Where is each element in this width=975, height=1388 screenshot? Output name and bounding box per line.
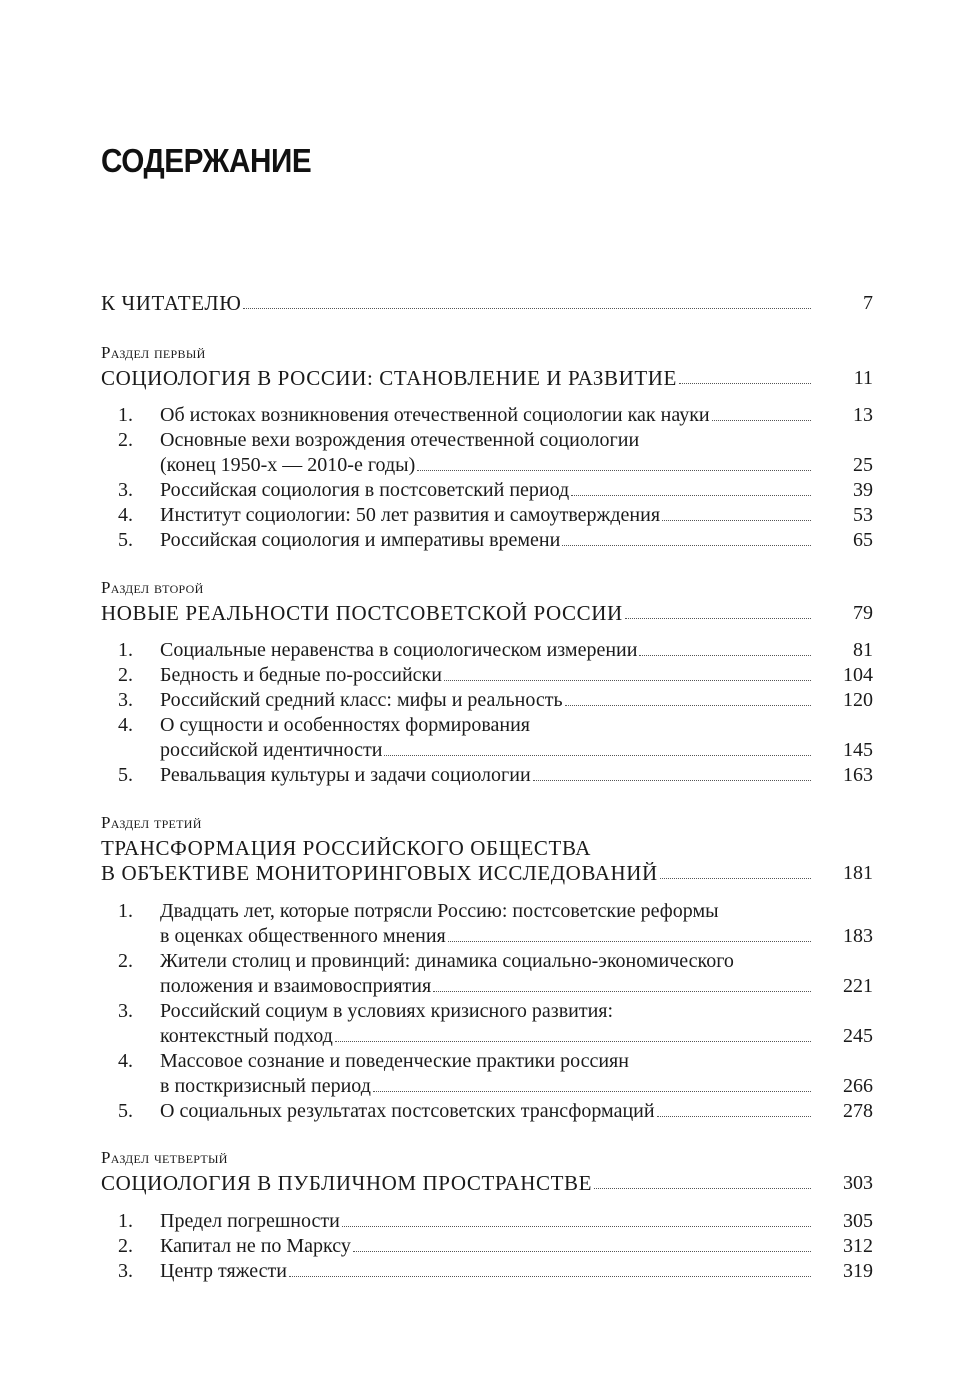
toc-entry[interactable]: 2. Жители столиц и провинций: динамика социально-экономического: [118, 950, 734, 972]
page-number: 25: [813, 453, 873, 478]
leader-dots: [243, 291, 871, 316]
section-heading[interactable]: СОЦИОЛОГИЯ В ПУБЛИЧНОМ ПРОСТРАНСТВЕ 303: [101, 1171, 873, 1195]
page-number: 81: [813, 638, 873, 663]
page-number: 319: [813, 1259, 873, 1284]
toc-entry[interactable]: 1. Об истоках возникновения отечественной социологии как науки 13: [118, 404, 873, 426]
page-number: 53: [813, 503, 873, 528]
page-number: 266: [813, 1074, 873, 1099]
page-number: 11: [813, 366, 873, 391]
section-heading[interactable]: НОВЫЕ РЕАЛЬНОСТИ ПОСТСОВЕТСКОЙ РОССИИ 79: [101, 601, 873, 625]
toc-entry[interactable]: 4. Массовое сознание и поведенческие практики россиян: [118, 1050, 629, 1072]
page-number: 221: [813, 974, 873, 999]
toc-entry-text: К ЧИТАТЕЛЮ: [101, 291, 242, 315]
page-number: 305: [813, 1209, 873, 1234]
toc-entry[interactable]: 3. Российский социум в условиях кризисного развития:: [118, 1000, 614, 1022]
leader-dots: [342, 1209, 871, 1234]
leader-dots: [335, 1024, 871, 1049]
section-heading[interactable]: В ОБЪЕКТИВЕ МОНИТОРИНГОВЫХ ИССЛЕДОВАНИЙ 181: [101, 861, 873, 885]
page-number: 104: [813, 663, 873, 688]
toc-entry[interactable]: 5. Российская социология и императивы времени 65: [118, 529, 873, 551]
toc-entry-continuation[interactable]: российской идентичности 145: [160, 739, 873, 761]
leader-dots: [289, 1259, 871, 1284]
toc-entry-continuation[interactable]: в посткризисный период 266: [160, 1075, 873, 1097]
toc-entry[interactable]: 5. О социальных результатах постсоветских трансформаций 278: [118, 1100, 873, 1122]
toc-entry-continuation[interactable]: (конец 1950-х — 2010-е годы) 25: [160, 454, 873, 476]
page-number: 120: [813, 688, 873, 713]
page-number: 145: [813, 738, 873, 763]
page-number: 278: [813, 1099, 873, 1124]
page-number: 312: [813, 1234, 873, 1259]
page-number: 65: [813, 528, 873, 553]
toc-entry[interactable]: 3. Российская социология в постсоветский период 39: [118, 479, 873, 501]
page-number: 79: [813, 601, 873, 626]
leader-dots: [444, 663, 871, 688]
section-label: Раздел первый: [101, 343, 206, 362]
toc-entry[interactable]: 2. Капитал не по Марксу 312: [118, 1235, 873, 1257]
page-number: 7: [813, 291, 873, 316]
leader-dots: [433, 974, 871, 999]
toc-entry[interactable]: 5. Ревальвация культуры и задачи социологии 163: [118, 764, 873, 786]
toc-entry-continuation[interactable]: положения и взаимовосприятия 221: [160, 975, 873, 997]
leader-dots: [417, 453, 871, 478]
leader-dots: [353, 1234, 871, 1259]
toc-entry[interactable]: 2. Бедность и бедные по-российски 104: [118, 664, 873, 686]
section-label: Раздел третий: [101, 813, 202, 832]
page-number: 13: [813, 403, 873, 428]
toc-entry[interactable]: 1. Предел погрешности 305: [118, 1210, 873, 1232]
toc-entry[interactable]: 1. Двадцать лет, которые потрясли Россию: постсоветские реформы: [118, 900, 719, 922]
leader-dots: [384, 738, 871, 763]
page-title: СОДЕРЖАНИЕ: [101, 142, 312, 179]
section-label: Раздел второй: [101, 578, 204, 597]
page-number: 39: [813, 478, 873, 503]
toc-entry[interactable]: 2. Основные вехи возрождения отечественной социологии: [118, 429, 640, 451]
page-number: 183: [813, 924, 873, 949]
leader-dots: [373, 1074, 871, 1099]
page-number: 181: [813, 861, 873, 886]
toc-entry[interactable]: 3. Российский средний класс: мифы и реальность 120: [118, 689, 873, 711]
page-number: 245: [813, 1024, 873, 1049]
toc-entry[interactable]: 1. Социальные неравенства в социологическом измерении 81: [118, 639, 873, 661]
leader-dots: [448, 924, 871, 949]
section-heading[interactable]: СОЦИОЛОГИЯ В РОССИИ: СТАНОВЛЕНИЕ И РАЗВИТИЕ 11: [101, 366, 873, 390]
toc-entry-continuation[interactable]: контекстный подход 245: [160, 1025, 873, 1047]
page-number: 163: [813, 763, 873, 788]
toc-entry[interactable]: 3. Центр тяжести 319: [118, 1260, 873, 1282]
toc-entry-continuation[interactable]: в оценках общественного мнения 183: [160, 925, 873, 947]
page-number: 303: [813, 1171, 873, 1196]
toc-entry[interactable]: 4. О сущности и особенностях формирования: [118, 714, 530, 736]
toc-entry-intro[interactable]: [101, 291, 873, 316]
toc-entry[interactable]: 4. Институт социологии: 50 лет развития и самоутверждения 53: [118, 504, 873, 526]
section-heading-line[interactable]: ТРАНСФОРМАЦИЯ РОССИЙСКОГО ОБЩЕСТВА: [101, 836, 591, 860]
section-label: Раздел четвертый: [101, 1148, 228, 1167]
